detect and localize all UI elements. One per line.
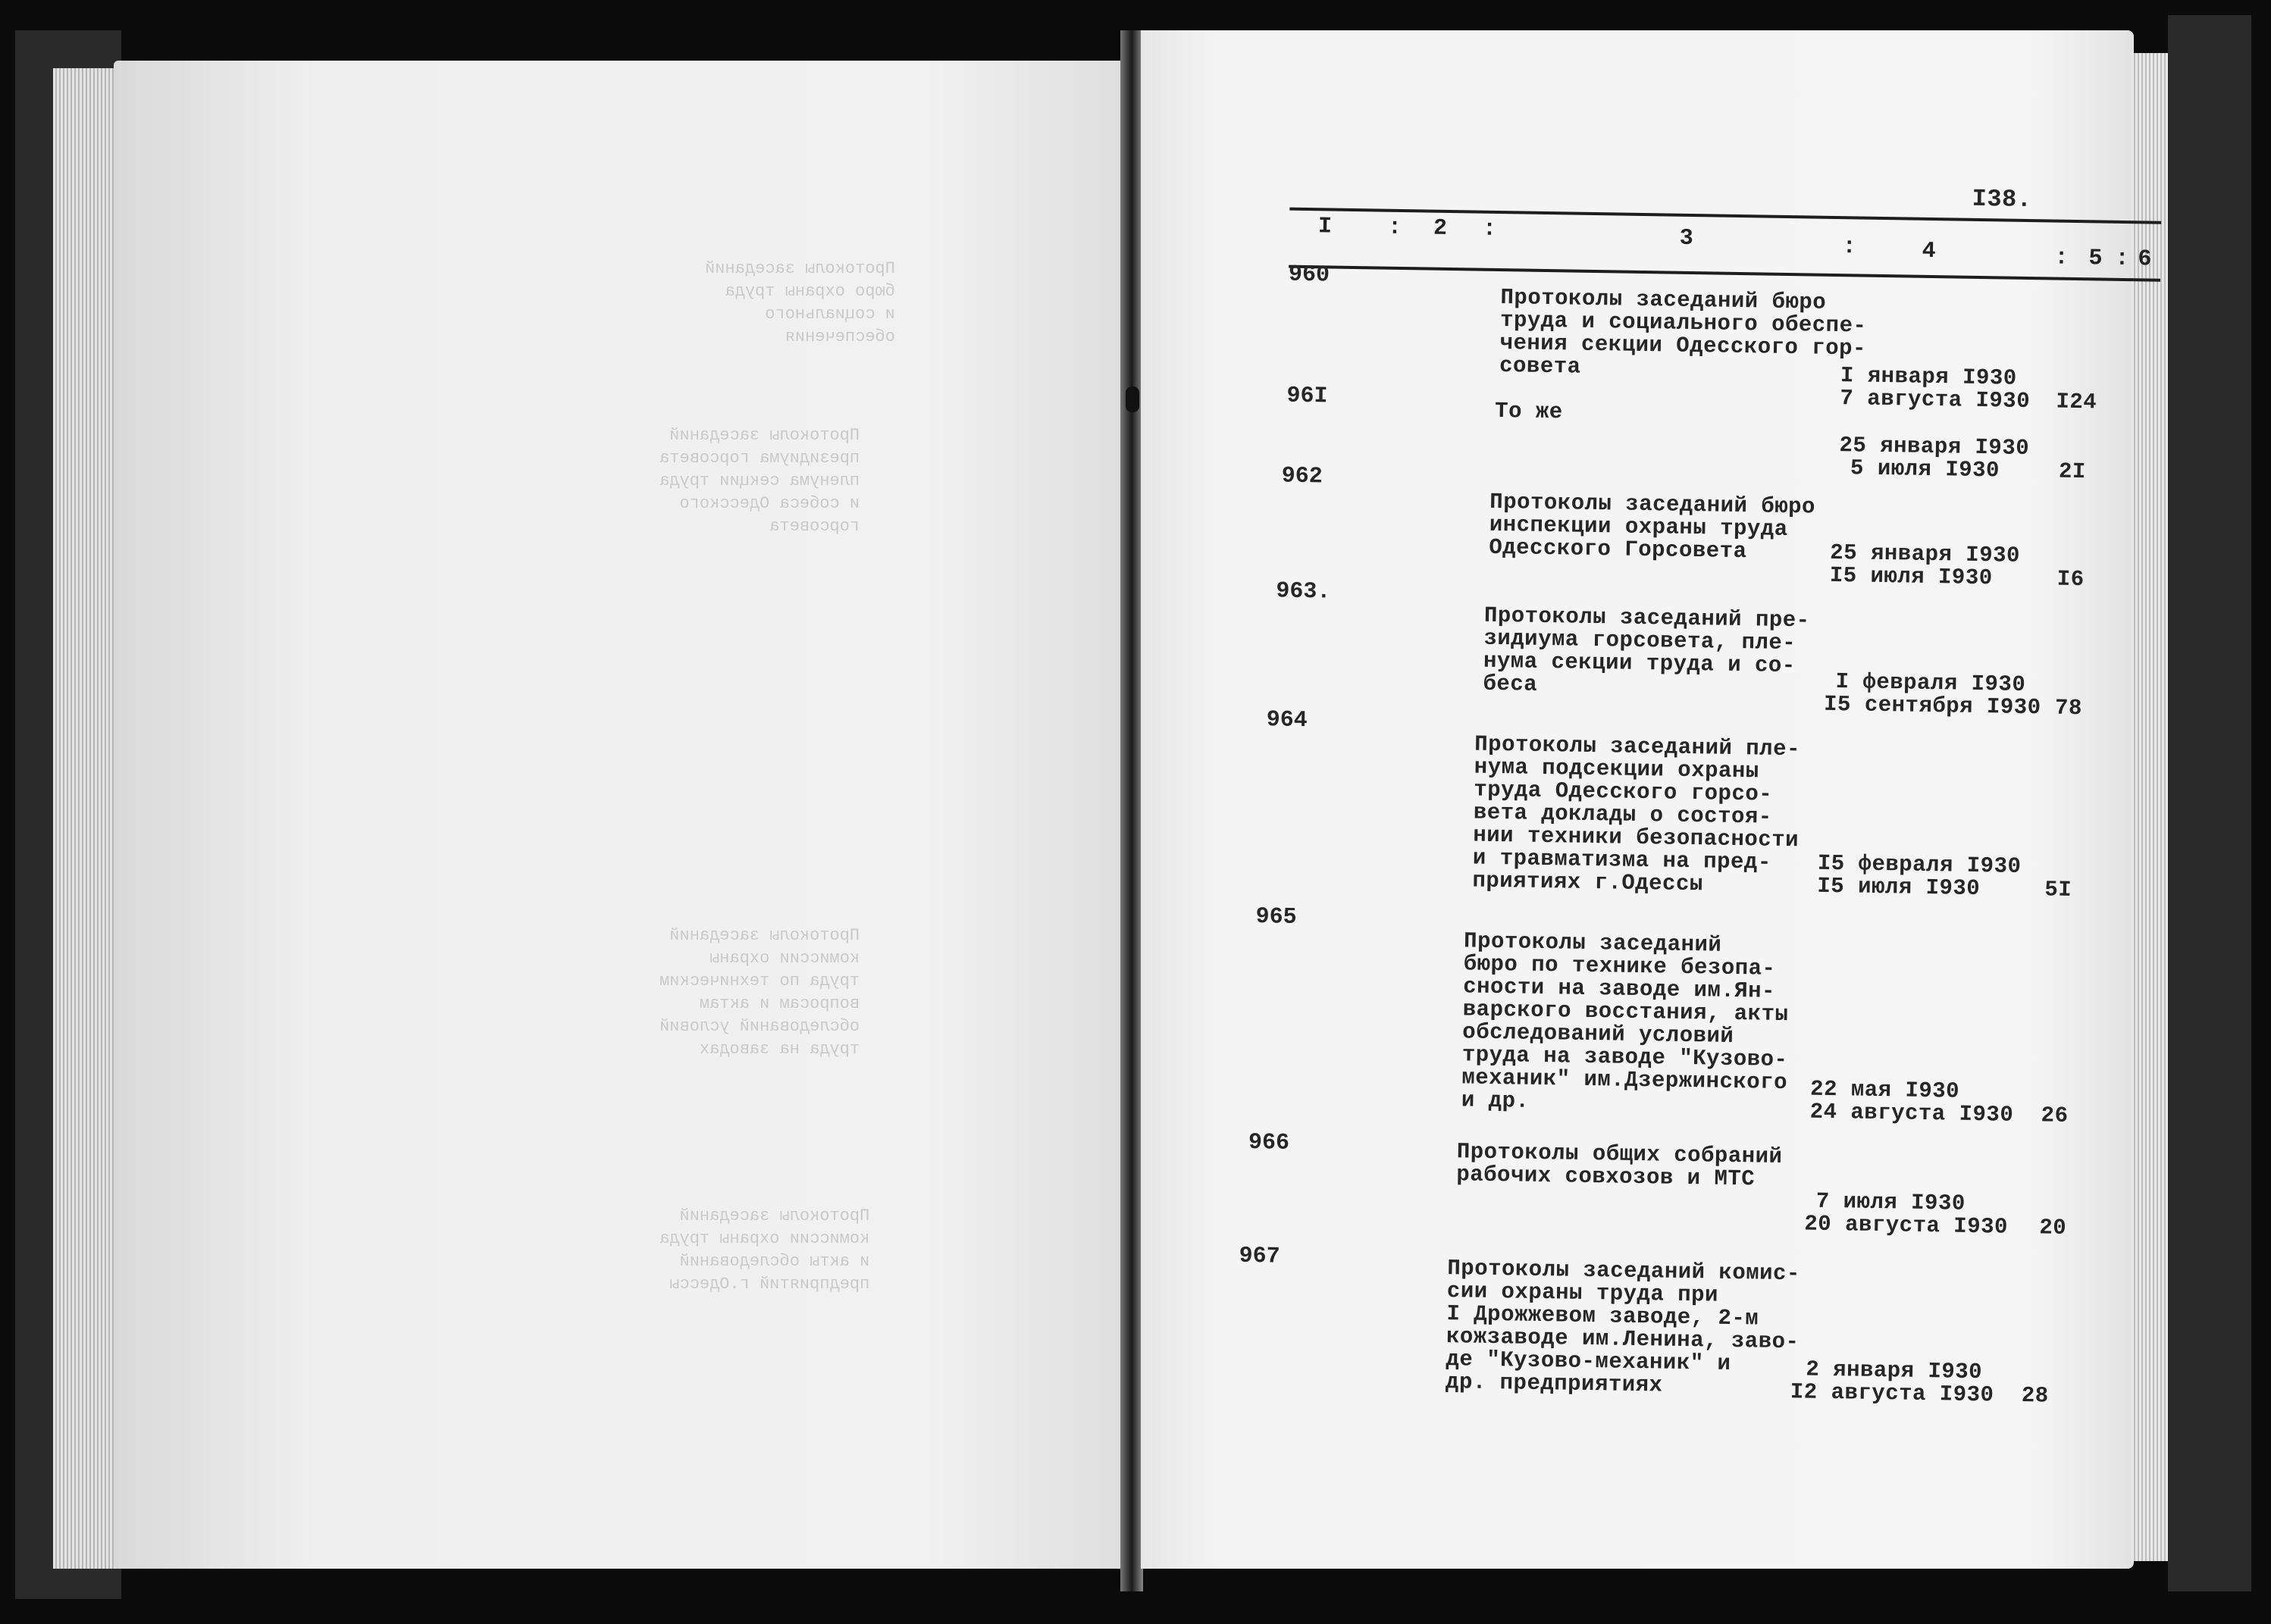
date-from: 22 мая I930	[1809, 1076, 1960, 1104]
entry-number: 962	[1281, 463, 1323, 490]
entry-title: Протоколы общих собраний рабочих совхозов и МТС	[1456, 1139, 1783, 1192]
entry-title: Протоколы заседаний бюро инспекции охраны труда Одесского Горсовета	[1489, 489, 1816, 565]
date-to: 7 августа I930	[1840, 386, 2031, 415]
bleed-through-text: Протоколы заседаний бюро охраны труда и социального обеспечения	[705, 259, 895, 346]
column-header: 3	[1679, 225, 1694, 252]
bleed-through-text: Протоколы заседаний комиссии охраны труда и акты обследований предприятий г.Одессы	[659, 1206, 870, 1294]
sheet-count: 28	[2021, 1383, 2049, 1409]
date-from: 25 января I930	[1839, 433, 2030, 462]
column-header: 5	[2088, 246, 2103, 272]
date-from: 7 июля I930	[1815, 1188, 1966, 1216]
date-from: 2 января I930	[1806, 1356, 1983, 1385]
column-separator: :	[1387, 214, 1402, 241]
column-separator: :	[1482, 216, 1497, 243]
column-header: 6	[2138, 246, 2152, 273]
column-separator: :	[2054, 245, 2069, 271]
sheet-count: 26	[2041, 1103, 2069, 1128]
entry-title: Протоколы заседаний комис- сии охраны труда при I Дрожжевом заводе, 2-м кожзаводе им.Ленина, заво- де "Кузово-механик" и др. предприятиях	[1445, 1256, 1801, 1398]
bleed-through-text: Протоколы заседаний президиума горсовета пленума секции труда и собеса Одесского горсовета	[659, 426, 860, 536]
entry-title: Протоколы заседаний бюро труда и социального обеспе- чения секции Одесского гор- совета	[1499, 285, 1867, 380]
date-to: 24 августа I930	[1809, 1099, 2014, 1128]
date-to: 20 августа I930	[1804, 1211, 2009, 1240]
date-from: 25 января I930	[1830, 540, 2021, 568]
sheet-count: 2I	[2058, 458, 2087, 485]
date-from: I февраля I930	[1835, 669, 2026, 697]
date-to: I2 августа I930	[1790, 1379, 1994, 1408]
sheet-count: I6	[2056, 566, 2085, 593]
column-separator: :	[2115, 246, 2129, 273]
date-to: 5 июля I930	[1850, 455, 2000, 483]
date-to: I5 июля I930	[1829, 562, 1993, 591]
entry-number: 960	[1288, 261, 1330, 289]
entry-title: Протоколы заседаний пле- нума подсекции охраны труда Одесского горсо- вета доклады о состоя- нии техники безопасности и травматизма на пред- приятиях г.Одессы	[1472, 731, 1801, 897]
entry-title: Протоколы заседаний бюро по технике безопа- сности на заводе им.Ян- варского восстания, акты обследований условий труда на заводе "Кузово- механик" им.Дзержинского и др.	[1461, 928, 1789, 1114]
entry-title: То же	[1494, 398, 1563, 425]
sheet-count: 78	[2054, 695, 2083, 721]
date-to: I5 июля I930	[1817, 873, 1981, 902]
column-separator: :	[1842, 234, 1856, 261]
entry-number: 965	[1255, 904, 1297, 931]
column-header: 2	[1433, 215, 1448, 242]
entry-number: 967	[1239, 1243, 1280, 1270]
sheet-count: I24	[2056, 389, 2097, 415]
bleed-through-text: Протоколы заседаний комиссии охраны труда по техническим вопросам и актам обследований условий труда на заводах	[659, 926, 860, 1059]
entry-number: 96I	[1286, 383, 1328, 410]
table-header-rule	[1289, 265, 2160, 282]
sheet-count: 5I	[2044, 877, 2072, 903]
sheet-count: 20	[2039, 1215, 2067, 1241]
entry-number: 964	[1266, 707, 1308, 734]
column-header: I	[1317, 214, 1333, 240]
page-number: I38.	[1972, 184, 2032, 214]
entry-number: 966	[1248, 1129, 1290, 1156]
entry-number: 963.	[1276, 578, 1331, 605]
entry-title: Протоколы заседаний пре- зидиума горсовета, пле- нума секции труда и со- беса	[1483, 602, 1810, 697]
date-from: I5 февраля I930	[1817, 850, 2022, 879]
column-header: 4	[1922, 238, 1936, 265]
date-to: I5 сентября I930	[1823, 691, 2041, 721]
date-from: I января I930	[1840, 363, 2017, 391]
